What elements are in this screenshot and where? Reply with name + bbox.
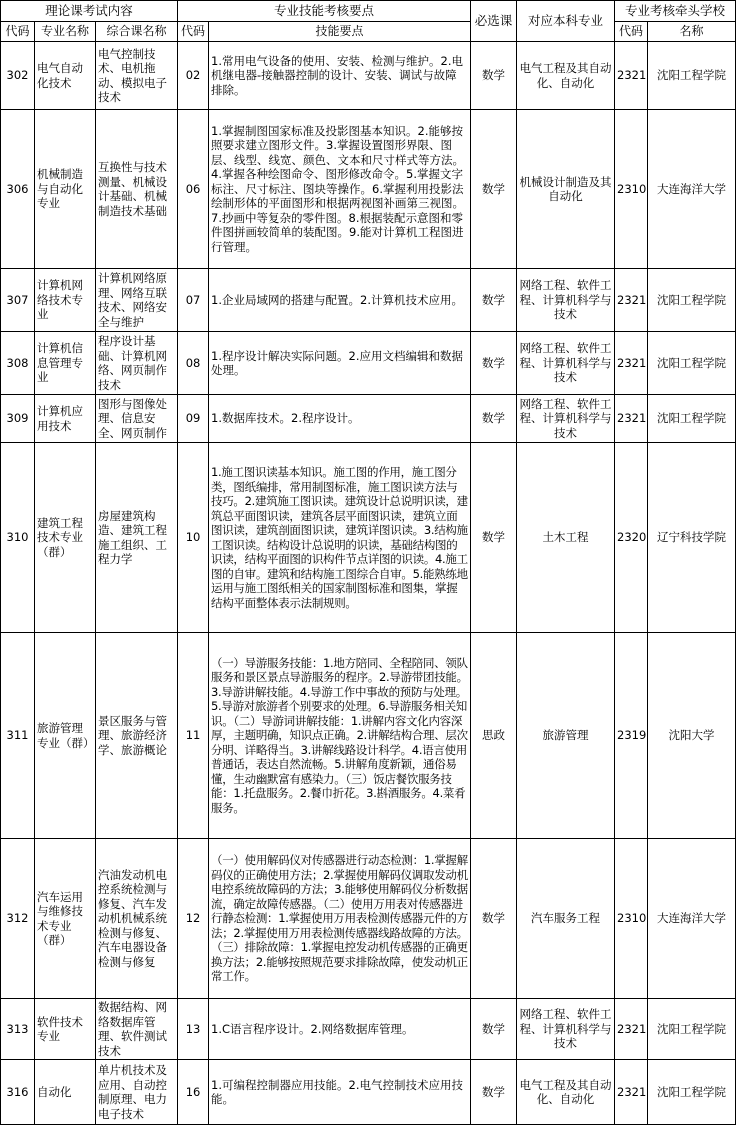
required-subject: 数学 bbox=[471, 395, 517, 443]
comprehensive-course: 单片机技术及应用、自动控制原理、电力电子技术 bbox=[96, 1060, 178, 1125]
major-code: 307 bbox=[1, 269, 35, 332]
skill-code: 13 bbox=[178, 999, 209, 1060]
skill-points: 1.常用电气设备的使用、安装、检测与维护。2.电机继电器-接触器控制的设计、安装、调试与故障排除。 bbox=[209, 42, 471, 110]
skill-points: 1.可编程控制器应用技能。2.电气控制技术应用技能。 bbox=[209, 1060, 471, 1125]
skill-code: 09 bbox=[178, 395, 209, 443]
school-name: 沈阳工程学院 bbox=[648, 42, 736, 110]
major-code: 308 bbox=[1, 332, 35, 395]
header-matching-major: 对应本科专业 bbox=[517, 1, 615, 42]
school-code: 2321 bbox=[615, 999, 648, 1060]
required-subject: 思政 bbox=[471, 633, 517, 839]
major-code: 312 bbox=[1, 839, 35, 999]
school-code: 2310 bbox=[615, 110, 648, 269]
major-code: 313 bbox=[1, 999, 35, 1060]
table-row bbox=[1, 999, 736, 1060]
comprehensive-course: 计算机网络原理、网络互联技术、网络安全与维护 bbox=[96, 269, 178, 332]
comprehensive-course: 互换性与技术测量、机械设计基础、机械制造技术基础 bbox=[96, 110, 178, 269]
school-code: 2321 bbox=[615, 1060, 648, 1125]
matching-undergrad-major: 网络工程、软件工程、计算机科学与技术 bbox=[517, 999, 615, 1060]
comprehensive-course: 图形与图像处理、信息安全、网页制作 bbox=[96, 395, 178, 443]
school-name: 沈阳工程学院 bbox=[648, 999, 736, 1060]
header-skill-code: 代码 bbox=[178, 22, 209, 42]
skill-points: 1.企业局域网的搭建与配置。2.计算机技术应用。 bbox=[209, 269, 471, 332]
required-subject: 数学 bbox=[471, 443, 517, 633]
school-code: 2321 bbox=[615, 395, 648, 443]
skill-code: 16 bbox=[178, 1060, 209, 1125]
major-name: 计算机信息管理专业 bbox=[35, 332, 96, 395]
major-name: 电气自动化技术 bbox=[35, 42, 96, 110]
skill-code: 07 bbox=[178, 269, 209, 332]
matching-undergrad-major: 网络工程、软件工程、计算机科学与技术 bbox=[517, 269, 615, 332]
header-skill-assessment: 专业技能考核要点 bbox=[178, 1, 471, 22]
table-row bbox=[1, 1060, 736, 1125]
school-name: 沈阳大学 bbox=[648, 633, 736, 839]
header-school-name: 名称 bbox=[648, 22, 736, 42]
skill-points: 1.程序设计解决实际问题。2.应用文档编辑和数据处理。 bbox=[209, 332, 471, 395]
skill-code: 12 bbox=[178, 839, 209, 999]
school-name: 辽宁科技学院 bbox=[648, 443, 736, 633]
header-required-subject: 必选课 bbox=[471, 1, 517, 42]
major-code: 311 bbox=[1, 633, 35, 839]
required-subject: 数学 bbox=[471, 332, 517, 395]
matching-undergrad-major: 旅游管理 bbox=[517, 633, 615, 839]
matching-undergrad-major: 机械设计制造及其自动化 bbox=[517, 110, 615, 269]
school-name: 沈阳工程学院 bbox=[648, 269, 736, 332]
skill-points: 1.数据库技术。2.程序设计。 bbox=[209, 395, 471, 443]
school-name: 沈阳工程学院 bbox=[648, 332, 736, 395]
header-comprehensive-course: 综合课名称 bbox=[96, 22, 178, 42]
required-subject: 数学 bbox=[471, 1060, 517, 1125]
required-subject: 数学 bbox=[471, 839, 517, 999]
required-subject: 数学 bbox=[471, 110, 517, 269]
table-row bbox=[1, 110, 736, 269]
skill-code: 11 bbox=[178, 633, 209, 839]
table-row bbox=[1, 395, 736, 443]
major-code: 316 bbox=[1, 1060, 35, 1125]
comprehensive-course: 程序设计基础、计算机网络、网页制作技术 bbox=[96, 332, 178, 395]
skill-points: 1.施工图识读基本知识。施工图的作用，施工图分类，图纸编排，常用制图标准，施工图识读方法与技巧。2.建筑施工图识读。建筑设计总说明识读，建筑总平面图识读，建筑各层平面图识读，建筑立面图识读，建筑剖面图识读，建筑详图识读。3.结构施工图识读。结构设计总说明的识读，基础结构图的识读，结构平面图的识构件节点详图的识读。4.施工图的自审。建筑和结构施工图综合自审。5.能熟练地运用与施工图纸相关的国家制图标准和图集，掌握结构平面整体表示法制规则。 bbox=[209, 443, 471, 633]
header-row-groups bbox=[1, 1, 736, 22]
school-name: 大连海洋大学 bbox=[648, 110, 736, 269]
major-name: 软件技术专业 bbox=[35, 999, 96, 1060]
matching-undergrad-major: 电气工程及其自动化、自动化 bbox=[517, 42, 615, 110]
major-code: 310 bbox=[1, 443, 35, 633]
table-row bbox=[1, 443, 736, 633]
matching-undergrad-major: 汽车服务工程 bbox=[517, 839, 615, 999]
required-subject: 数学 bbox=[471, 999, 517, 1060]
skill-points: （一）使用解码仪对传感器进行动态检测：1.掌握解码仪的正确使用方法；2.掌握使用解码仪调取发动机电控系统故障码的方法；3.能够使用解码仪分析数据流，确定故障传感器。（二）使用万用表对传感器进行静态检测：1.掌握使用万用表检测传感器元件的方法；2.掌握使用万用表检测传感器线路故障的方法。（三）排除故障：1.掌握电控发动机传感器的正确更换方法；2.能够按照规范要求排除故障，使发动机正常工作。 bbox=[209, 839, 471, 999]
comprehensive-course: 景区服务与管理、旅游经济学、旅游概论 bbox=[96, 633, 178, 839]
school-code: 2319 bbox=[615, 633, 648, 839]
school-code: 2310 bbox=[615, 839, 648, 999]
table-row bbox=[1, 42, 736, 110]
major-code: 302 bbox=[1, 42, 35, 110]
major-code: 309 bbox=[1, 395, 35, 443]
header-row-columns bbox=[1, 22, 736, 42]
required-subject: 数学 bbox=[471, 42, 517, 110]
skill-code: 02 bbox=[178, 42, 209, 110]
header-major-name: 专业名称 bbox=[35, 22, 96, 42]
comprehensive-course: 电气控制技术、电机拖动、模拟电子技术 bbox=[96, 42, 178, 110]
school-name: 大连海洋大学 bbox=[648, 839, 736, 999]
school-name: 沈阳工程学院 bbox=[648, 395, 736, 443]
table-row bbox=[1, 332, 736, 395]
table-row bbox=[1, 839, 736, 999]
header-skill-points: 技能要点 bbox=[209, 22, 471, 42]
major-name: 机械制造与自动化专业 bbox=[35, 110, 96, 269]
skill-points: 1.C语言程序设计。2.网络数据库管理。 bbox=[209, 999, 471, 1060]
skill-code: 06 bbox=[178, 110, 209, 269]
skill-code: 10 bbox=[178, 443, 209, 633]
required-subject: 数学 bbox=[471, 269, 517, 332]
skill-points: 1.掌握制图国家标准及投影图基本知识。2.能够按照要求建立图形文件。3.掌握设置图形界限、图层、线型、线宽、颜色、文本和尺寸样式等方法。4.掌握各种绘图命令、图形修改命令。5.掌握文字标注、尺寸标注、图块等操作。6.掌握利用投影法绘制形体的平面图形和根据两视图补画第三视图。7.抄画中等复杂的零件图。8.根据装配示意图和零件图拼画较简单的装配图。9.能对计算机工程图进行管理。 bbox=[209, 110, 471, 269]
comprehensive-course: 房屋建筑构造、建筑工程施工组织、工程力学 bbox=[96, 443, 178, 633]
table-row bbox=[1, 633, 736, 839]
matching-undergrad-major: 网络工程、软件工程、计算机科学与技术 bbox=[517, 332, 615, 395]
header-code: 代码 bbox=[1, 22, 35, 42]
school-name: 沈阳工程学院 bbox=[648, 1060, 736, 1125]
school-code: 2321 bbox=[615, 332, 648, 395]
header-school-code: 代码 bbox=[615, 22, 648, 42]
major-name: 自动化 bbox=[35, 1060, 96, 1125]
major-code: 306 bbox=[1, 110, 35, 269]
matching-undergrad-major: 土木工程 bbox=[517, 443, 615, 633]
major-name: 建筑工程技术专业（群） bbox=[35, 443, 96, 633]
comprehensive-course: 汽油发动机电控系统检测与修复、汽车发动机机械系统检测与修复、汽车电器设备检测与修复 bbox=[96, 839, 178, 999]
matching-undergrad-major: 网络工程、软件工程、计算机科学与技术 bbox=[517, 395, 615, 443]
table-row bbox=[1, 269, 736, 332]
major-name: 旅游管理专业（群） bbox=[35, 633, 96, 839]
school-code: 2321 bbox=[615, 42, 648, 110]
major-name: 计算机应用技术 bbox=[35, 395, 96, 443]
header-theory-exam: 理论课考试内容 bbox=[1, 1, 178, 22]
skill-code: 08 bbox=[178, 332, 209, 395]
comprehensive-course: 数据结构、网络数据库管理、软件测试技术 bbox=[96, 999, 178, 1060]
major-name: 计算机网络技术专业 bbox=[35, 269, 96, 332]
school-code: 2320 bbox=[615, 443, 648, 633]
major-name: 汽车运用与维修技术专业（群） bbox=[35, 839, 96, 999]
school-code: 2321 bbox=[615, 269, 648, 332]
skill-points: （一）导游服务技能：1.地方陪同、全程陪同、领队服务和景区景点导游服务的程序。2.导游带团技能。3.导游讲解技能。4.导游工作中事故的预防与处理。5.导游对旅游者个别要求的处理。6.导游服务相关知识。（二）导游词讲解技能：1.讲解内容文化内容深厚，主题明确，知识点正确。2.讲解结构合理、层次分明、详略得当。3.讲解线路设计科学。4.语言使用普通话，表达自然流畅。5.讲解角度新颖，通俗易懂，生动幽默富有感染力。（三）饭店餐饮服务技能：1.托盘服务。2.餐巾折花。3.斟酒服务。4.菜肴服务。 bbox=[209, 633, 471, 839]
header-lead-school: 专业考核牵头学校 bbox=[615, 1, 736, 22]
matching-undergrad-major: 电气工程及其自动化、自动化 bbox=[517, 1060, 615, 1125]
